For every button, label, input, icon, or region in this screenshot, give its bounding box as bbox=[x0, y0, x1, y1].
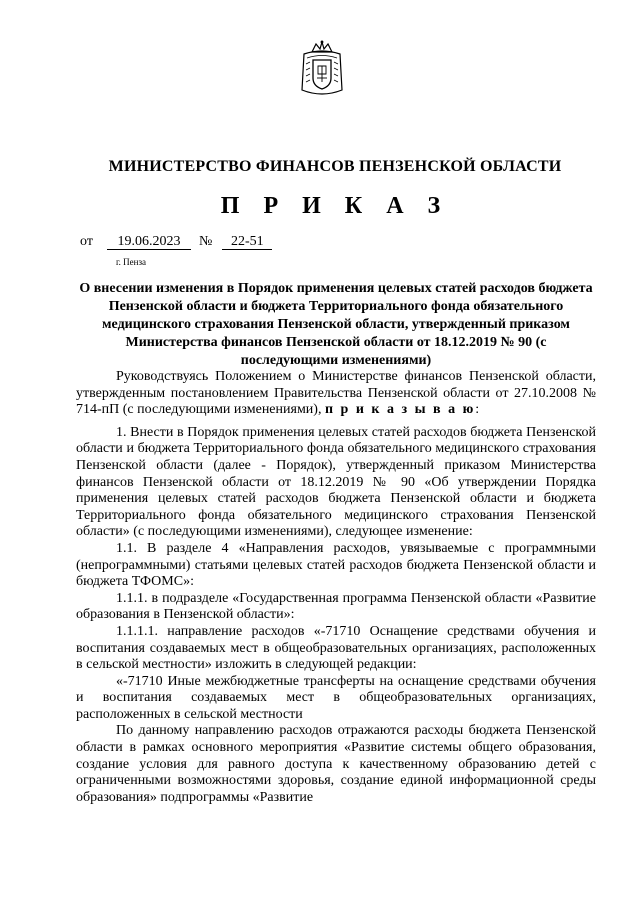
preamble-text: Руководствуясь Положением о Министерстве финансов Пензенской области, утвержденным постановлением Правительства Пензенской области от 27.10.2008 № 714-пП (с последующими изменениями), bbox=[76, 369, 596, 418]
body-paragraph: 1.1. В разделе 4 «Направления расходов, увязываемые с программными (непрограммными) статьями целевых статей расходов бюджета Пензенской области и бюджета ТФОМС»: bbox=[76, 540, 596, 590]
directive-text: п р и к а з ы в а ю bbox=[324, 402, 476, 418]
body-paragraph: 1. Внести в Порядок применения целевых статей расходов бюджета Пензенской области и бюджета Территориального фонда обязательного медицинского страхования Пензенской области (далее - Порядок), утвержденный приказом Министерства финансов Пензенской области от 18.12.2019 № 90 «Об утверждении Порядка применения целевых статей расходов бюджета Пензенской области и бюджета Территориального фонда обязательного медицинского страхования Пензенской области» (с последующими изменениями), следующее изменение: bbox=[76, 424, 596, 540]
preamble-paragraph bbox=[76, 369, 596, 419]
city-label: г. Пенза bbox=[116, 257, 147, 267]
date-prefix: от bbox=[80, 234, 93, 249]
ministry-name: МИНИСТЕРСТВО ФИНАНСОВ ПЕНЗЕНСКОЙ ОБЛАСТИ bbox=[108, 158, 562, 175]
number-sign: № bbox=[198, 234, 213, 249]
document-title: П Р И К А З bbox=[220, 193, 450, 219]
body-paragraph: 1.1.1.1. направление расходов «-71710 Оснащение средствами обучения и воспитания создаваемых мест в общеобразовательных организациях, расположенных в сельской местности» изложить в следующей редакции: bbox=[76, 623, 596, 673]
preamble-tail: : bbox=[475, 402, 480, 418]
body-paragraph: «-71710 Иные межбюджетные трансферты на оснащение средствами обучения и воспитания создаваемых мест в общеобразовательных организациях, расположенных в сельской местности bbox=[76, 673, 596, 722]
order-date: 19.06.2023 bbox=[107, 234, 191, 250]
date-number-line bbox=[80, 234, 272, 250]
document-body bbox=[76, 369, 596, 806]
body-paragraph: 1.1.1. в подразделе «Государственная программа Пензенской области «Развитие образования в Пензенской области»: bbox=[76, 590, 596, 623]
order-number: 22-51 bbox=[222, 234, 272, 250]
body-paragraph: По данному направлению расходов отражаются расходы бюджета Пензенской области в рамках основного мероприятия «Развитие системы общего образования, создание условия для равного доступа к качественному образованию детей с ограниченными возможностями здоровья, создание единой информационной среды образования» подпрограммы «Развитие bbox=[76, 723, 596, 805]
coat-of-arms-icon bbox=[298, 40, 346, 100]
order-subject: О внесении изменения в Порядок применения целевых статей расходов бюджета Пензенской области и бюджета Территориального фонда обязательного медицинского страхования Пензенской области, утвержденный приказом Министерства финансов Пензенской области от 18.12.2019 № 90 (с последующими изменениями) bbox=[79, 281, 593, 368]
